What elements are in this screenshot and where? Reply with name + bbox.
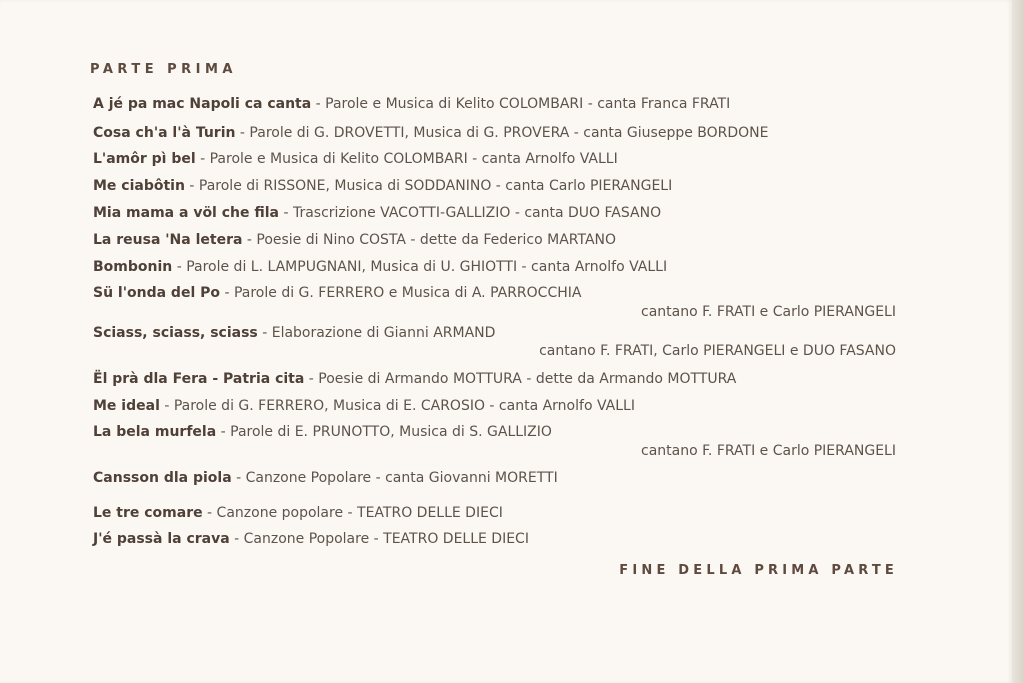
song-title: L'amôr pì bel — [93, 151, 196, 167]
song-title: Sciass, sciass, sciass — [93, 325, 258, 341]
song-title: Sü l'onda del Po — [93, 285, 221, 301]
song-title: Bombonin — [93, 259, 173, 275]
song-credits: - Canzone Popolare - canta Giovanni MORETTI — [231, 470, 558, 486]
entry-12 — [93, 424, 552, 440]
song-credits: - Parole di RISSONE, Musica di SODDANINO - canta Carlo PIERANGELI — [184, 178, 673, 194]
entry-7 — [93, 259, 667, 275]
entry-15 — [93, 531, 529, 547]
entry-9-performers: cantano F. FRATI, Carlo PIERANGELI e DUO FASANO — [539, 343, 896, 359]
song-title: Cansson dla piola — [93, 470, 232, 486]
song-credits: - Canzone Popolare - TEATRO DELLE DIECI — [229, 531, 529, 547]
song-credits: - Parole di G. FERRERO, Musica di E. CAROSIO - canta Arnolfo VALLI — [159, 398, 635, 414]
entry-8-performers: cantano F. FRATI e Carlo PIERANGELI — [641, 304, 896, 320]
entry-1 — [93, 96, 730, 112]
section-heading: PARTE PRIMA — [90, 62, 237, 77]
song-title: A jé pa mac Napoli ca canta — [93, 96, 312, 112]
entry-9 — [93, 325, 495, 341]
song-title: Me ideal — [93, 398, 160, 414]
song-credits: - Poesie di Nino COSTA - dette da Federico MARTANO — [242, 232, 617, 248]
song-title: La reusa 'Na letera — [93, 232, 243, 248]
song-credits: - Parole di G. FERRERO e Musica di A. PARROCCHIA — [220, 285, 582, 301]
entry-4 — [93, 178, 672, 194]
entry-11 — [93, 398, 635, 414]
entry-6 — [93, 232, 616, 248]
entry-5 — [93, 205, 661, 221]
song-title: Le tre comare — [93, 505, 203, 521]
entry-3 — [93, 151, 618, 167]
song-credits: - Parole di L. LAMPUGNANI, Musica di U. GHIOTTI - canta Arnolfo VALLI — [172, 259, 668, 275]
entry-10 — [93, 371, 736, 387]
song-credits: - Elaborazione di Gianni ARMAND — [257, 325, 496, 341]
song-title: La bela murfela — [93, 424, 217, 440]
song-credits: - Poesie di Armando MOTTURA - dette da Armando MOTTURA — [304, 371, 737, 387]
song-credits: - Trascrizione VACOTTI-GALLIZIO - canta DUO FASANO — [279, 205, 662, 221]
song-title: Cosa ch'a l'à Turin — [93, 125, 236, 141]
entry-12-performers: cantano F. FRATI e Carlo PIERANGELI — [641, 443, 896, 459]
song-credits: - Parole e Musica di Kelito COLOMBARI - canta Franca FRATI — [311, 96, 731, 112]
song-credits: - Parole e Musica di Kelito COLOMBARI - canta Arnolfo VALLI — [195, 151, 618, 167]
section-footer: FINE DELLA PRIMA PARTE — [619, 563, 898, 578]
song-credits: - Canzone popolare - TEATRO DELLE DIECI — [202, 505, 503, 521]
song-credits: - Parole di E. PRUNOTTO, Musica di S. GALLIZIO — [216, 424, 552, 440]
song-title: Me ciabôtin — [93, 178, 185, 194]
song-title: Ël prà dla Fera - Patria cita — [93, 371, 305, 387]
entry-2 — [93, 125, 769, 141]
page-edge — [1012, 0, 1024, 683]
entry-13 — [93, 470, 558, 486]
song-title: Mia mama a völ che fila — [93, 205, 279, 221]
song-title: J'é passà la crava — [93, 531, 230, 547]
entry-8 — [93, 285, 581, 301]
song-credits: - Parole di G. DROVETTI, Musica di G. PROVERA - canta Giuseppe BORDONE — [235, 125, 769, 141]
entry-14 — [93, 505, 503, 521]
